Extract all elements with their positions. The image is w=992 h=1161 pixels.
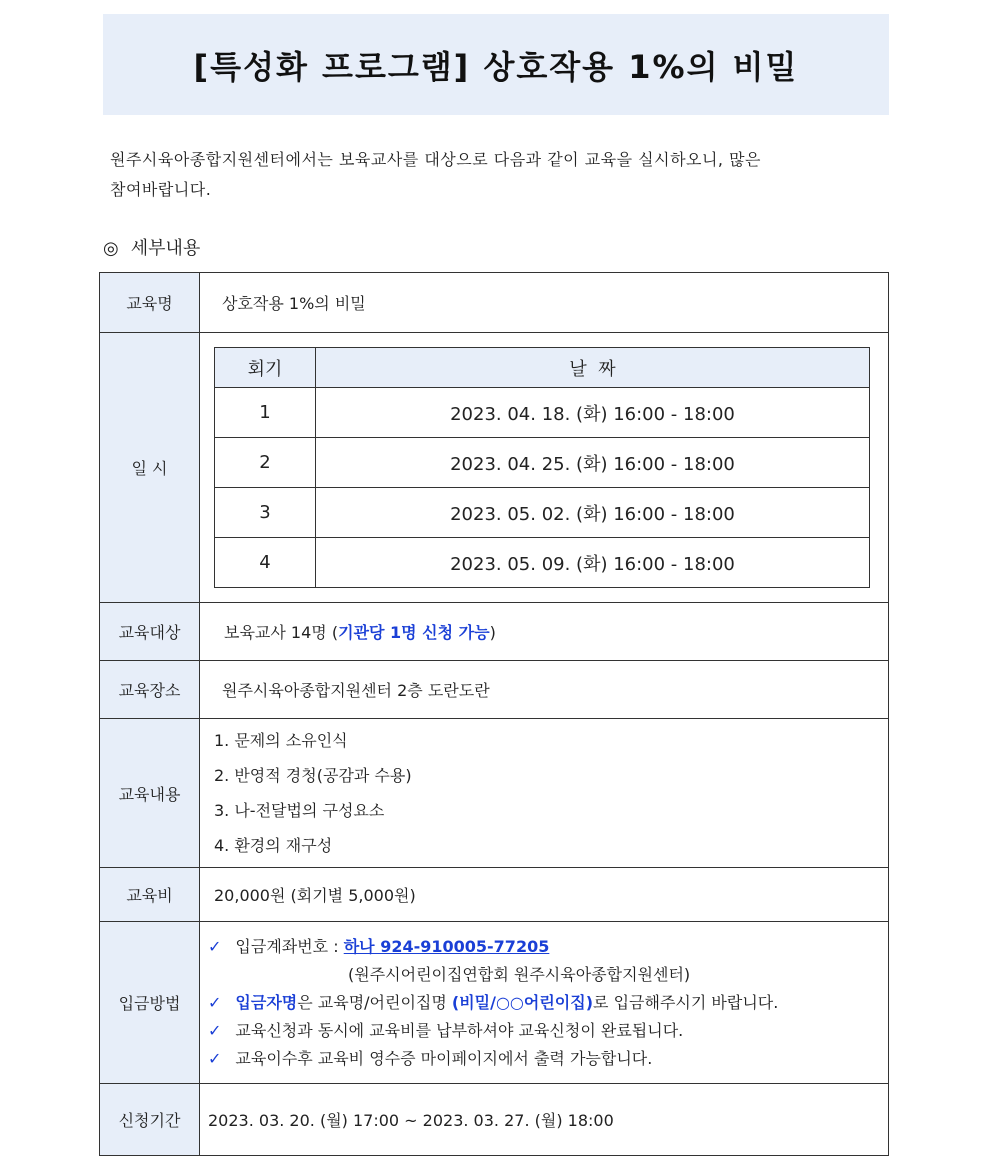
label-payment: 입금방법 <box>100 922 200 1084</box>
intro-line-1: 원주시육아종합지원센터에서는 보육교사를 대상으로 다음과 같이 교육을 실시하오니, 많은 <box>110 150 762 169</box>
row-payment <box>100 922 889 1084</box>
round-number: 4 <box>215 538 316 588</box>
schedule-table <box>214 347 870 588</box>
row-fee <box>100 868 889 922</box>
payment-list <box>200 922 889 1084</box>
label-target: 교육대상 <box>100 603 200 661</box>
payment-line <box>208 989 874 1017</box>
schedule-cell <box>200 333 889 603</box>
label-content: 교육내용 <box>100 719 200 868</box>
page-title: [특성화 프로그램] 상호작용 1%의 비밀 <box>193 47 799 86</box>
payment-line <box>208 1045 874 1073</box>
list-item: 2. 반영적 경청(공감과 수용) <box>214 766 412 785</box>
header-round: 회기 <box>215 348 316 388</box>
target-note-close: ) <box>489 623 496 642</box>
round-number: 3 <box>215 488 316 538</box>
label-fee: 교육비 <box>100 868 200 922</box>
list-item: 4. 환경의 재구성 <box>214 836 333 855</box>
depositor-label: 입금자명 <box>235 992 298 1012</box>
section-label: 세부내용 <box>130 238 201 259</box>
schedule-row <box>215 438 870 488</box>
session-date: 2023. 05. 02. (화) 16:00 - 18:00 <box>316 488 870 538</box>
value-period: 2023. 03. 20. (월) 17:00 ~ 2023. 03. 27. (월) 18:00 <box>200 1084 889 1156</box>
schedule-header-row <box>215 348 870 388</box>
list-item: 1. 문제의 소유인식 <box>214 731 348 750</box>
payment-line <box>208 1017 874 1045</box>
row-course-name <box>100 273 889 333</box>
check-icon: ✓ <box>208 1020 222 1040</box>
round-number: 1 <box>215 388 316 438</box>
schedule-row <box>215 538 870 588</box>
title-banner <box>103 14 889 115</box>
round-number: 2 <box>215 438 316 488</box>
session-date: 2023. 04. 18. (화) 16:00 - 18:00 <box>316 388 870 438</box>
account-holder: (원주시어린이집연합회 원주시육아종합지원센터) <box>348 964 691 984</box>
check-icon: ✓ <box>208 992 222 1012</box>
account-label: 입금계좌번호 : <box>235 936 344 956</box>
value-place: 원주시육아종합지원센터 2층 도란도란 <box>200 661 889 719</box>
payment-line <box>208 933 874 961</box>
intro-paragraph <box>110 145 870 205</box>
payment-note-4: 교육이수후 교육비 영수증 마이페이지에서 출력 가능합니다. <box>235 1048 653 1068</box>
details-table <box>99 272 889 1156</box>
value-target <box>200 603 889 661</box>
check-icon: ✓ <box>208 936 222 956</box>
label-place: 교육장소 <box>100 661 200 719</box>
target-note-open: ( <box>331 623 339 642</box>
session-date: 2023. 05. 09. (화) 16:00 - 18:00 <box>316 538 870 588</box>
target-note: 기관당 1명 신청 가능 <box>338 623 490 642</box>
section-heading <box>103 234 200 260</box>
depositor-mid: 은 교육명/어린이집명 <box>297 992 452 1012</box>
header-date: 날 짜 <box>316 348 870 388</box>
depositor-tail: 로 입금해주시기 바랍니다. <box>593 992 779 1012</box>
label-schedule: 일 시 <box>100 333 200 603</box>
session-date: 2023. 04. 25. (화) 16:00 - 18:00 <box>316 438 870 488</box>
payment-note-3: 교육신청과 동시에 교육비를 납부하셔야 교육신청이 완료됩니다. <box>235 1020 684 1040</box>
row-target <box>100 603 889 661</box>
value-fee: 20,000원 (회기별 5,000원) <box>200 868 889 922</box>
list-item: 3. 나-전달법의 구성요소 <box>214 801 385 820</box>
schedule-row <box>215 488 870 538</box>
account-number: 하나 924-910005-77205 <box>343 936 550 956</box>
row-place <box>100 661 889 719</box>
value-course-name: 상호작용 1%의 비밀 <box>200 273 889 333</box>
schedule-row <box>215 388 870 438</box>
row-period <box>100 1084 889 1156</box>
check-icon: ✓ <box>208 1048 222 1068</box>
label-period: 신청기간 <box>100 1084 200 1156</box>
target-text: 보육교사 14명 <box>224 623 327 642</box>
content-list <box>200 719 889 868</box>
bullet-circle-icon: ◎ <box>103 238 119 259</box>
row-content <box>100 719 889 868</box>
label-course-name: 교육명 <box>100 273 200 333</box>
intro-line-2: 참여바랍니다. <box>110 180 212 199</box>
depositor-example: (비밀/○○어린이집) <box>451 992 594 1012</box>
row-schedule <box>100 333 889 603</box>
